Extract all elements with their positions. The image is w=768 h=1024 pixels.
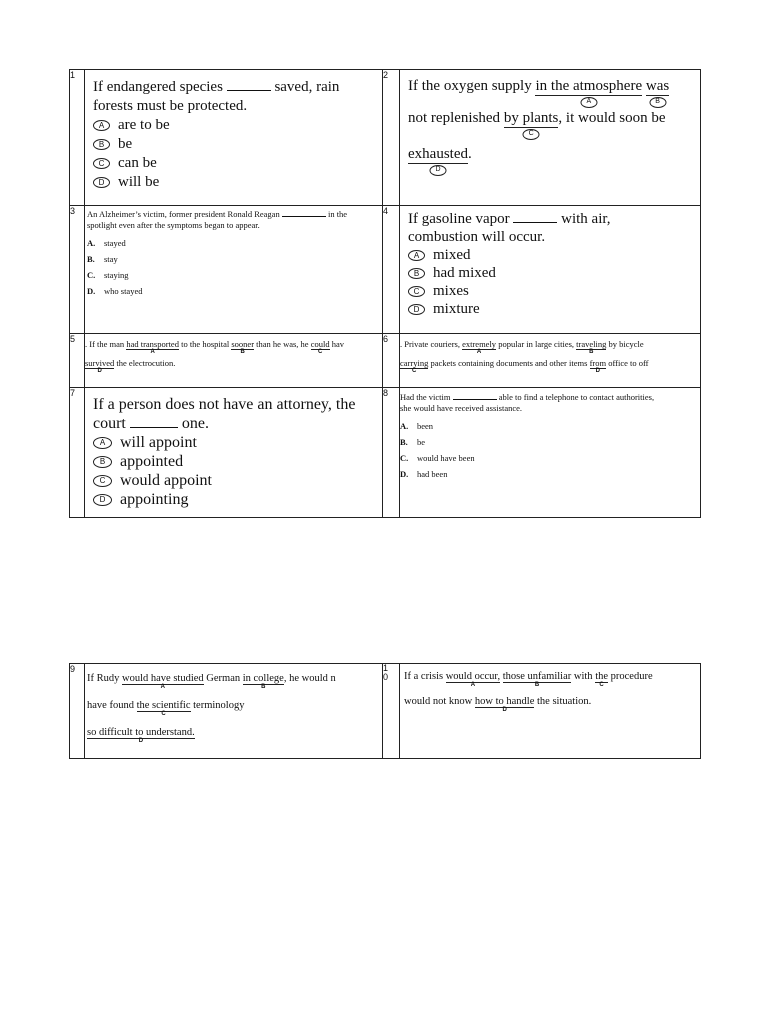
- option-b[interactable]: B. be: [400, 437, 426, 447]
- answer-blank: [513, 222, 557, 223]
- question-1: [85, 70, 383, 206]
- answer-blank: [130, 427, 178, 428]
- underlined-b[interactable]: those unfamiliar B: [502, 671, 572, 689]
- question-3: An Alzheimer’s victim, former president Ronald Reagan in the spotlight even after the symptoms began to appear. A. stayed B. stay C. staying D. who stayed: [85, 206, 383, 334]
- underlined-c[interactable]: could C: [310, 339, 330, 355]
- answer-blank: [282, 216, 326, 217]
- underlined-c[interactable]: the C: [595, 671, 609, 689]
- underlined-d[interactable]: exhausted D: [408, 147, 468, 164]
- underlined-c[interactable]: by plants C: [504, 111, 559, 128]
- option-a[interactable]: A. been: [400, 421, 434, 431]
- question-number: 3: [70, 206, 85, 334]
- answer-blank: [453, 399, 497, 400]
- underlined-b[interactable]: was B: [646, 79, 669, 96]
- bubble-c[interactable]: C: [93, 475, 112, 487]
- underlined-a[interactable]: in the atmosphere A: [535, 79, 642, 96]
- question-stem-line2: she would have received assistance.: [400, 403, 523, 413]
- question-number: 1: [70, 70, 85, 206]
- option-a[interactable]: A mixed: [408, 246, 700, 264]
- question-8: Had the victim able to find a telephone to contact authorities, she would have received assistance. A. been B. be C. would have been D. had been: [400, 388, 701, 518]
- question-stem: If endangered species saved, rain: [93, 79, 340, 95]
- option-d[interactable]: D. had been: [400, 469, 448, 479]
- bubble-d[interactable]: D: [408, 304, 425, 315]
- underlined-d[interactable]: from D: [589, 358, 607, 374]
- bubble-d[interactable]: D: [93, 494, 112, 506]
- question-2: If the oxygen supply in the atmosphere A was B not replenished by plants C , it would soon be exhausted D .: [400, 70, 701, 206]
- option-d[interactable]: D appointing: [93, 490, 382, 509]
- underlined-a[interactable]: would have studied A: [122, 673, 204, 691]
- option-d[interactable]: D. who stayed: [87, 286, 143, 296]
- question-number: 5: [70, 334, 85, 388]
- question-stem-line2: spotlight even after the symptoms began to appear.: [87, 220, 260, 230]
- bubble-a[interactable]: A: [408, 250, 425, 261]
- underlined-d[interactable]: survived D: [85, 358, 115, 374]
- question-5: . If the man had transported A to the hospital sooner B than he was, he could C hav survived D the electrocution.: [85, 334, 383, 388]
- question-10: If a crisis would occur, A those unfamiliar B with the C procedure would not know how to handle D the situation.: [400, 664, 701, 759]
- bubble-b[interactable]: B: [93, 139, 110, 150]
- option-b[interactable]: B had mixed: [408, 264, 700, 282]
- option-b[interactable]: B be: [93, 135, 382, 154]
- question-7: If a person does not have an attorney, the court one. A will appoint B appointed C would appoint D appointing: [85, 388, 383, 518]
- underlined-a[interactable]: had transported A: [126, 339, 179, 355]
- underlined-d[interactable]: how to handle D: [474, 696, 535, 714]
- question-6: . Private couriers, extremely A popular in large cities, traveling B by bicycle carrying C packets containing documents and other items from D office to off: [400, 334, 701, 388]
- underlined-c[interactable]: the scientific C: [136, 700, 191, 718]
- option-a[interactable]: A will appoint: [93, 433, 382, 452]
- question-number: 4: [383, 206, 400, 334]
- question-9: If Rudy would have studied A German in college B , he would n have found the scientific C terminology so difficult to understand. D: [85, 664, 383, 759]
- bubble-c[interactable]: C: [408, 286, 425, 297]
- question-number: 7: [70, 388, 85, 518]
- question-number: 8: [383, 388, 400, 518]
- underlined-c[interactable]: carrying C: [400, 358, 429, 374]
- question-number: 1 0: [383, 664, 400, 759]
- underlined-b[interactable]: in college B: [242, 673, 284, 691]
- question-number: 9: [70, 664, 85, 759]
- question-4: If gasoline vapor with air, combustion will occur. A mixed B had mixed C mixes D mixture: [400, 206, 701, 334]
- option-d[interactable]: D mixture: [408, 300, 700, 318]
- question-number: 2: [383, 70, 400, 206]
- option-b[interactable]: B appointed: [93, 452, 382, 471]
- question-stem-line2: forests must be protected.: [93, 98, 248, 114]
- underlined-b[interactable]: traveling B: [576, 339, 607, 355]
- option-c[interactable]: C would appoint: [93, 471, 382, 490]
- question-number: 6: [383, 334, 400, 388]
- bubble-a[interactable]: A: [93, 120, 110, 131]
- option-b[interactable]: B. stay: [87, 254, 118, 264]
- option-a[interactable]: A. stayed: [87, 238, 126, 248]
- question-stem-line2: combustion will occur.: [408, 229, 546, 245]
- underlined-b[interactable]: sooner B: [231, 339, 255, 355]
- underlined-a[interactable]: extremely A: [462, 339, 497, 355]
- bubble-d[interactable]: D: [93, 177, 110, 188]
- bubble-a[interactable]: A: [93, 437, 112, 449]
- bubble-b[interactable]: B: [93, 456, 112, 468]
- option-c[interactable]: C mixes: [408, 282, 700, 300]
- option-c[interactable]: C can be: [93, 154, 382, 173]
- question-table-2: [69, 663, 701, 759]
- question-stem: If a person does not have an attorney, the: [93, 396, 356, 413]
- option-c[interactable]: C. staying: [87, 270, 129, 280]
- bubble-c[interactable]: C: [93, 158, 110, 169]
- underlined-d[interactable]: so difficult to understand. D: [87, 727, 195, 745]
- option-c[interactable]: C. would have been: [400, 453, 475, 463]
- answer-blank: [227, 90, 271, 91]
- option-a[interactable]: A are to be: [93, 116, 382, 135]
- option-d[interactable]: D will be: [93, 173, 382, 192]
- bubble-b[interactable]: B: [408, 268, 425, 279]
- underlined-a[interactable]: would occur, A: [445, 671, 501, 689]
- question-table-1: [69, 69, 701, 518]
